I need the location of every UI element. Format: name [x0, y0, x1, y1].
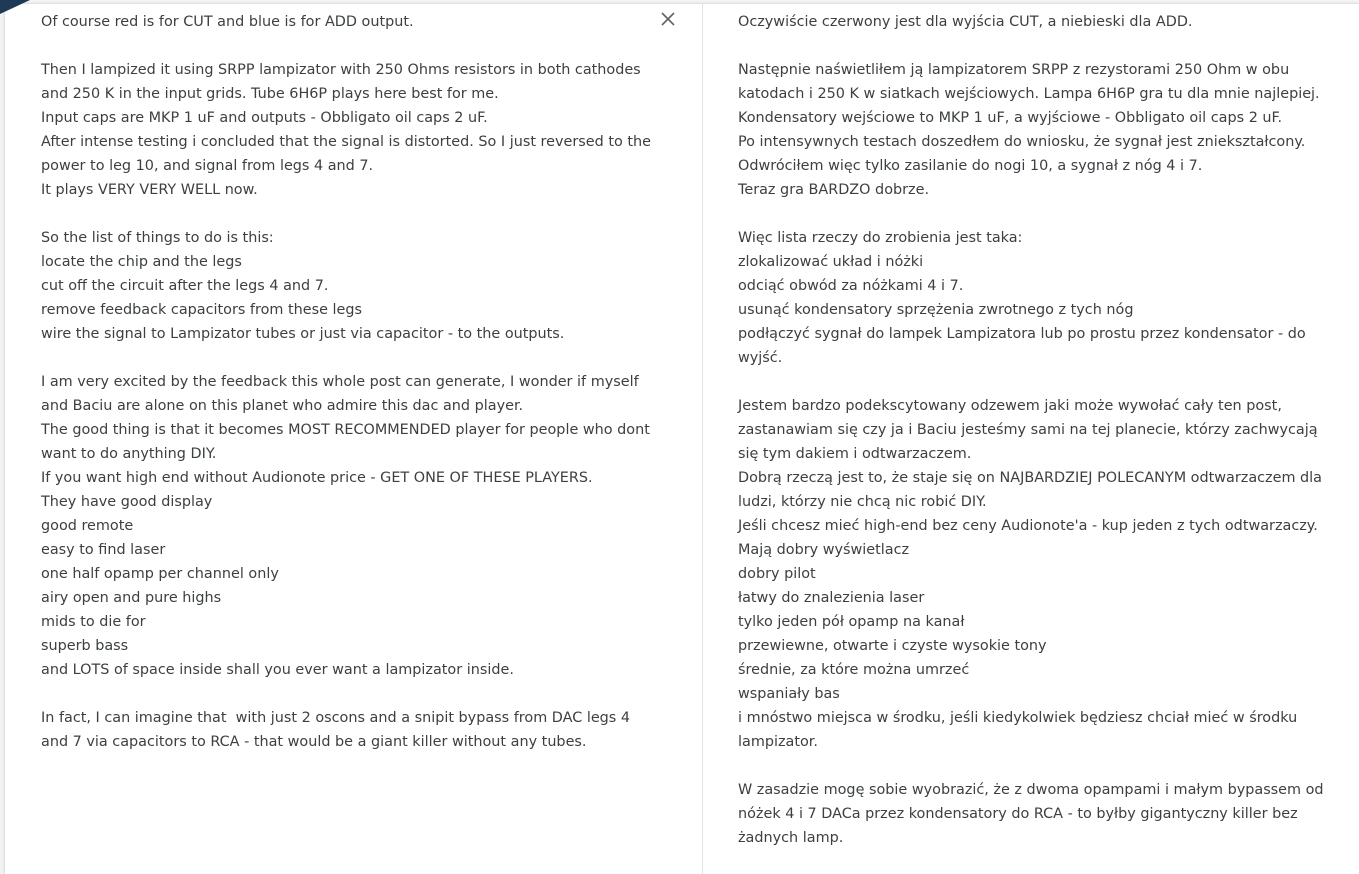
clear-source-button[interactable]	[656, 7, 680, 31]
source-pane[interactable]	[5, 4, 703, 874]
close-icon	[660, 11, 676, 27]
translation-panel	[5, 4, 1359, 874]
source-text[interactable]: Of course red is for CUT and blue is for ADD output. Then I lampized it using SRPP lampizator with 250 Ohms resistors in both cathodes and 250 K in the input grids. Tube 6H6P plays here best for me. Input caps are MKP 1 uF and outputs - Obbligato oil caps 2 uF. After intense testing i concluded that the signal is distorted. So I just reversed to the power to leg 10, and signal from legs 4 and 7. It plays VERY VERY WELL now. So the list of things to do is this: locate the chip and the legs cut off the circuit after the legs 4 and 7. remove feedback capacitors from these legs wire the signal to Lampizator tubes or just via capacitor - to the outputs. I am very excited by the feedback this whole post can generate, I wonder if myself and Baciu are alone on this planet who admire this dac and player. The good thing is that it becomes MOST RECOMMENDED player for people who dont want to do anything DIY. If you want high end without Audionote price - GET ONE OF THESE PLAYERS. They have good display good remote easy to find laser one half opamp per channel only airy open and pure highs mids to die for superb bass and LOTS of space inside shall you ever want a lampizator inside. In fact, I can imagine that with just 2 oscons and a snipit bypass from DAC legs 4 and 7 via capacitors to RCA - that would be a giant killer without any tubes.	[41, 14, 651, 750]
corner-accent	[0, 0, 30, 14]
target-pane	[703, 4, 1359, 874]
translated-text: Oczywiście czerwony jest dla wyjścia CUT, a niebieski dla ADD. Następnie naświetliłem ją lampizatorem SRPP z rezystorami 250 Ohm w obu katodach i 250 K w siatkach wejściowych. Lampa 6H6P gra tu dla mnie najlepiej. Kondensatory wejściowe to MKP 1 uF, a wyjściowe - Obbligato oil caps 2 uF. Po intensywnych testach doszedłem do wniosku, że sygnał jest zniekształcony. Odwróciłem więc tylko zasilanie do nogi 10, a sygnał z nóg 4 i 7. Teraz gra BARDZO dobrze. Więc lista rzeczy do zrobienia jest taka: zlokalizować układ i nóżki odciąć obwód za nóżkami 4 i 7. usunąć kondensatory sprzężenia zwrotnego z tych nóg podłączyć sygnał do lampek Lampizatora lub po prostu przez kondensator - do wyjść. Jestem bardzo podekscytowany odzewem jaki może wywołać cały ten post, zastanawiam się czy ja i Baciu jesteśmy sami na tej planecie, którzy zachwycają się tym dakiem i odtwarzaczem. Dobrą rzeczą jest to, że staje się on NAJBARDZIEJ POLECANYM odtwarzaczem dla ludzi, którzy nie chcą nic robić DIY. Jeśli chcesz mieć high-end bez ceny Audionote'a - kup jeden z tych odtwarzaczy. Mają dobry wyświetlacz dobry pilot łatwy do znalezienia laser tylko jeden pół opamp na kanał przewiewne, otwarte i czyste wysokie tony średnie, za które można umrzeć wspaniały bas i mnóstwo miejsca w środku, jeśli kiedykolwiek będziesz chciał mieć w środku lampizator. W zasadzie mogę sobie wyobrazić, że z dwoma opampami i małym bypassem od nóżek 4 i 7 DACa przez kondensatory do RCA - to byłby gigantyczny killer bez żadnych lamp.	[738, 14, 1324, 846]
